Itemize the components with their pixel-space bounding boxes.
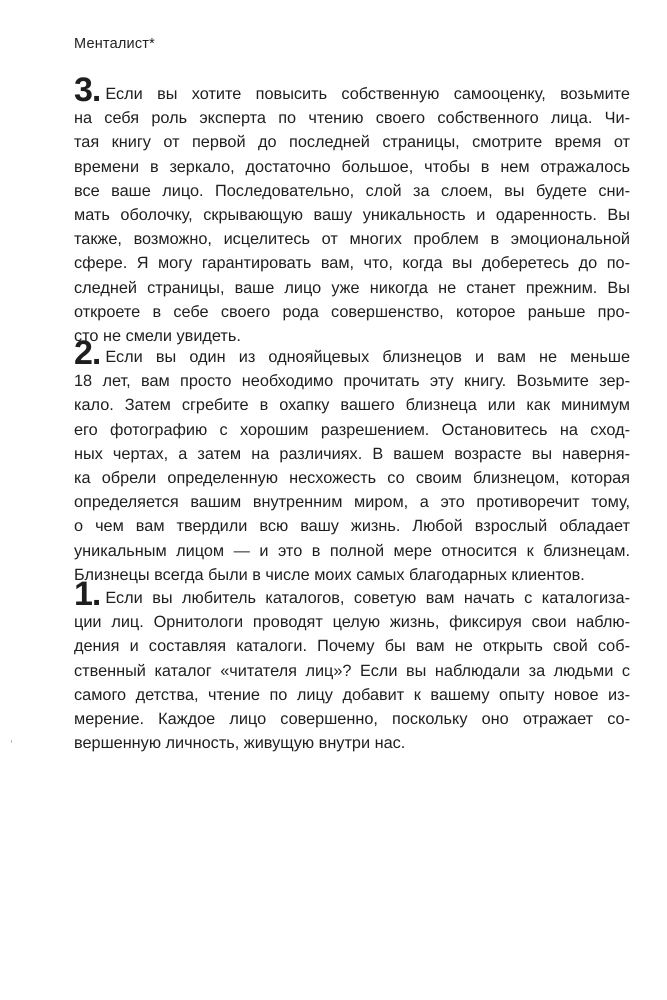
text-line: на себя роль эксперта по чтению своего собственного лица. Чи- — [74, 109, 630, 128]
text-line: самого детства, чтение по лицу добавит к вашему опыту новое из- — [74, 685, 630, 704]
text-line: все ваше лицо. Последовательно, слой за слоем, вы будете сни- — [74, 181, 630, 200]
text-line: Если вы один из однояйцевых близнецов и вам не меньше — [105, 348, 630, 366]
text-line: его фотографию с хорошим разрешением. Остановитесь на сход- — [74, 420, 630, 439]
section-3 — [74, 71, 630, 348]
text-line: кало. Затем сгребите в охапку вашего близнеца или как минимум — [74, 396, 630, 415]
text-line: Если вы хотите повысить собственную самооценку, возьмите — [105, 85, 630, 103]
text-line: мерение. Каждое лицо совершенно, поскольку оно отражает со- — [74, 710, 630, 729]
text-line: 18 лет, вам просто необходимо прочитать эту книгу. Возьмите зер- — [74, 372, 630, 391]
section-number: 3. — [74, 71, 101, 109]
text-line: тая книгу от первой до последней страницы, смотрите время от — [74, 133, 630, 152]
running-head: Менталист* — [74, 36, 155, 52]
text-line: времени в зеркало, достаточно большое, чтобы в нем отражалось — [74, 157, 630, 176]
text-line: вершенную личность, живущую внутри нас. — [74, 734, 406, 753]
text-line: ных чертах, а затем на различиях. В вашем возрасте вы наверня- — [74, 444, 630, 463]
text-line: следней страницы, ваше лицо уже никогда не станет прежним. Вы — [74, 278, 630, 297]
text-line: дения и составляя каталоги. Почему бы вам не открыть свой соб- — [74, 637, 630, 656]
text-line: о чем вам твердили всю вашу жизнь. Любой взрослый обладает — [74, 517, 630, 536]
text-line: Если вы любитель каталогов, советую вам начать с каталогиза- — [105, 589, 630, 607]
section-number: 2. — [74, 334, 101, 372]
text-line: сто не смели увидеть. — [74, 327, 241, 346]
text-line: также, возможно, исцелитесь от многих проблем в эмоциональной — [74, 230, 630, 249]
margin-mark — [11, 740, 12, 743]
text-line: откроете в себе своего рода совершенство, которое раньше про- — [74, 302, 630, 321]
text-line: Близнецы всегда были в числе моих самых благодарных клиентов. — [74, 565, 585, 584]
section-1 — [74, 575, 630, 755]
text-line: определяется вашим внутренним миром, а это противоречит тому, — [74, 493, 630, 512]
section-number: 1. — [74, 575, 101, 613]
text-line: ка обрели определенную несхожесть со своим близнецом, которая — [74, 469, 630, 488]
text-line: сфере. Я могу гарантировать вам, что, когда вы доберетесь до по- — [74, 254, 630, 273]
text-line: уникальным лицом — и это в полной мере относится к близнецам. — [74, 541, 630, 560]
text-line: мать оболочку, скрывающую вашу уникальность и одаренность. Вы — [74, 206, 630, 225]
text-line: ственный каталог «читателя лиц»? Если вы наблюдали за людьми с — [74, 661, 630, 680]
text-line: ции лиц. Орнитологи проводят целую жизнь, фиксируя свои наблю- — [74, 613, 630, 632]
